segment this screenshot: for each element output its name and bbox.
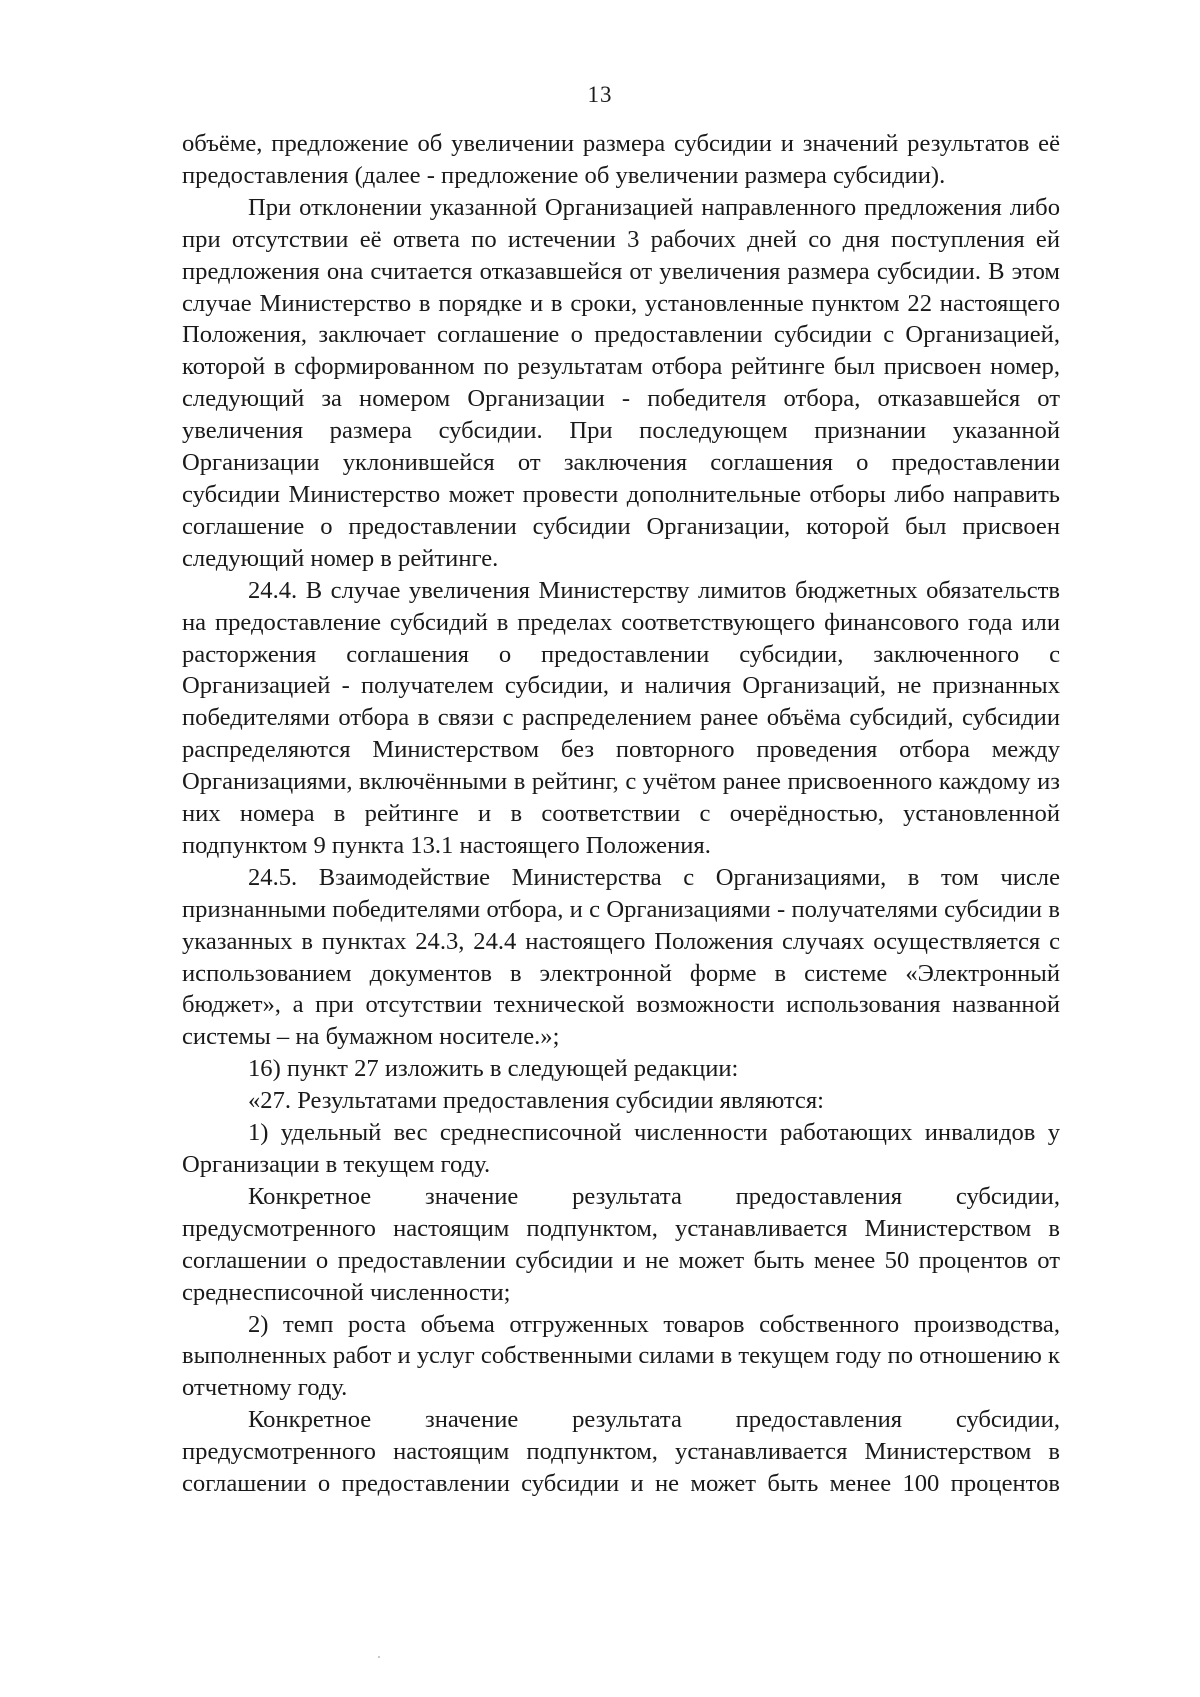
paragraph-24-5: 24.5. Взаимодействие Министерства с Организациями, в том числе признанными победителями отбора, и с Организациями - получателями субсидии в указанных в пунктах 24.3, 24.4 настоящего Положения случаях осуществляется с использованием документов в электронной форме в системе «Электронный бюджет», а при отсутствии технической возможности использования названной системы – на бумажном носителе.»; [182,863,1060,1051]
page-number: 13 [587,82,613,107]
paragraph-result-1: 1) удельный вес среднесписочной численности работающих инвалидов у Организации в текущем году. [182,1119,1060,1178]
paragraph-24-4: 24.4. В случае увеличения Министерству лимитов бюджетных обязательств на предоставление субсидий в пределах соответствующего финансового года или расторжения соглашения о предоставлении субсидии, заключенного с Организацией - получателем субсидии, и наличия Организаций, не признанных победителями отбора в связи с распределением ранее объёма субсидий, субсидии распределяются Министерством без повторного проведения отбора между Организациями, включёнными в рейтинг, с учётом ранее присвоенного каждому из них номера в рейтинге и в соответствии с очерёдностью, установленной подпунктом 9 пункта 13.1 настоящего Положения. [182,576,1060,859]
paragraph-result-1-value: Конкретное значение результата предоставления субсидии, предусмотренного настоящим подпунктом, устанавливается Министерством в соглашении о предоставлении субсидии и не может быть менее 50 процентов от среднесписочной численности; [182,1182,1060,1306]
paragraph-continuation: объёме, предложение об увеличении размера субсидии и значений результатов её предоставления (далее - предложение об увеличении размера субсидии). [182,130,1060,189]
scan-speck [378,1656,380,1658]
paragraph-result-2: 2) темп роста объема отгруженных товаров собственного производства, выполненных работ и услуг собственными силами в текущем году по отношению к отчетному году. [182,1310,1060,1402]
paragraph-result-2-value: Конкретное значение результата предоставления субсидии, предусмотренного настоящим подпунктом, устанавливается Министерством в соглашении о предоставлении субсидии и не может быть менее 100 процентов [182,1406,1060,1498]
paragraph-27-heading: «27. Результатами предоставления субсидии являются: [248,1087,824,1115]
paragraph-rejection: При отклонении указанной Организацией направленного предложения либо при отсутствии её ответа по истечении 3 рабочих дней со дня поступления ей предложения она считается отказавшейся от увеличения размера субсидии. В этом случае Министерство в порядке и в сроки, установленные пунктом 22 настоящего Положения, заключает соглашение о предоставлении субсидии с Организацией, которой в сформированном по результатам отбора рейтинге был присвоен номер, следующий за номером Организации - победителя отбора, отказавшейся от увеличения размера субсидии. При последующем признании указанной Организации уклонившейся от заключения соглашения о предоставлении субсидии Министерство может провести дополнительные отборы либо направить соглашение о предоставлении субсидии Организации, которой был присвоен следующий номер в рейтинге. [182,193,1060,572]
document-body [182,128,1060,1500]
paragraph-item-16: 16) пункт 27 изложить в следующей редакции: [248,1055,739,1083]
